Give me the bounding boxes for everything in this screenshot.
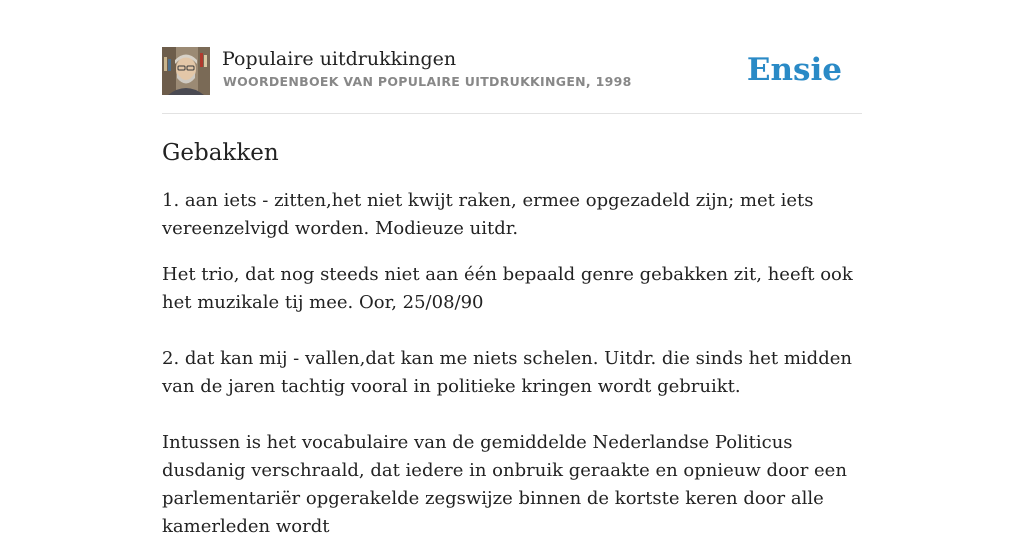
source-subtitle: WOORDENBOEK VAN POPULAIRE UITDRUKKINGEN, 1998 [223, 74, 632, 89]
entry-paragraph: 1. aan iets - zitten,het niet kwijt raken, ermee opgezadeld zijn; met iets vereenzelvigd worden. Modieuze uitdr. [162, 190, 814, 239]
entry-paragraph: Het trio, dat nog steeds niet aan één bepaald genre gebakken zit, heeft ook het muzikale tij mee. Oor, 25/08/90 2. dat kan mij - vallen,dat kan me niets schelen. Uitdr. die sinds het midden van de jaren tachtig vooral in politieke kringen wordt gebruikt. Intussen is het vocabulaire van de gemiddelde Nederlandse Politicus dusdanig verschraald, dat iedere in onbruik geraakte en opnieuw door een parlementariër opgerakelde zegswijze binnen de kortste keren door alle kamerleden wordt [162, 264, 853, 537]
source-title[interactable]: Populaire uitdrukkingen [222, 48, 457, 70]
header-divider [162, 113, 862, 114]
author-portrait-icon[interactable] [162, 47, 210, 95]
entry-content [162, 138, 862, 559]
entry-title: Gebakken [162, 140, 279, 166]
ensie-logo-link[interactable]: Ensie [746, 52, 842, 88]
source-header [162, 47, 862, 95]
